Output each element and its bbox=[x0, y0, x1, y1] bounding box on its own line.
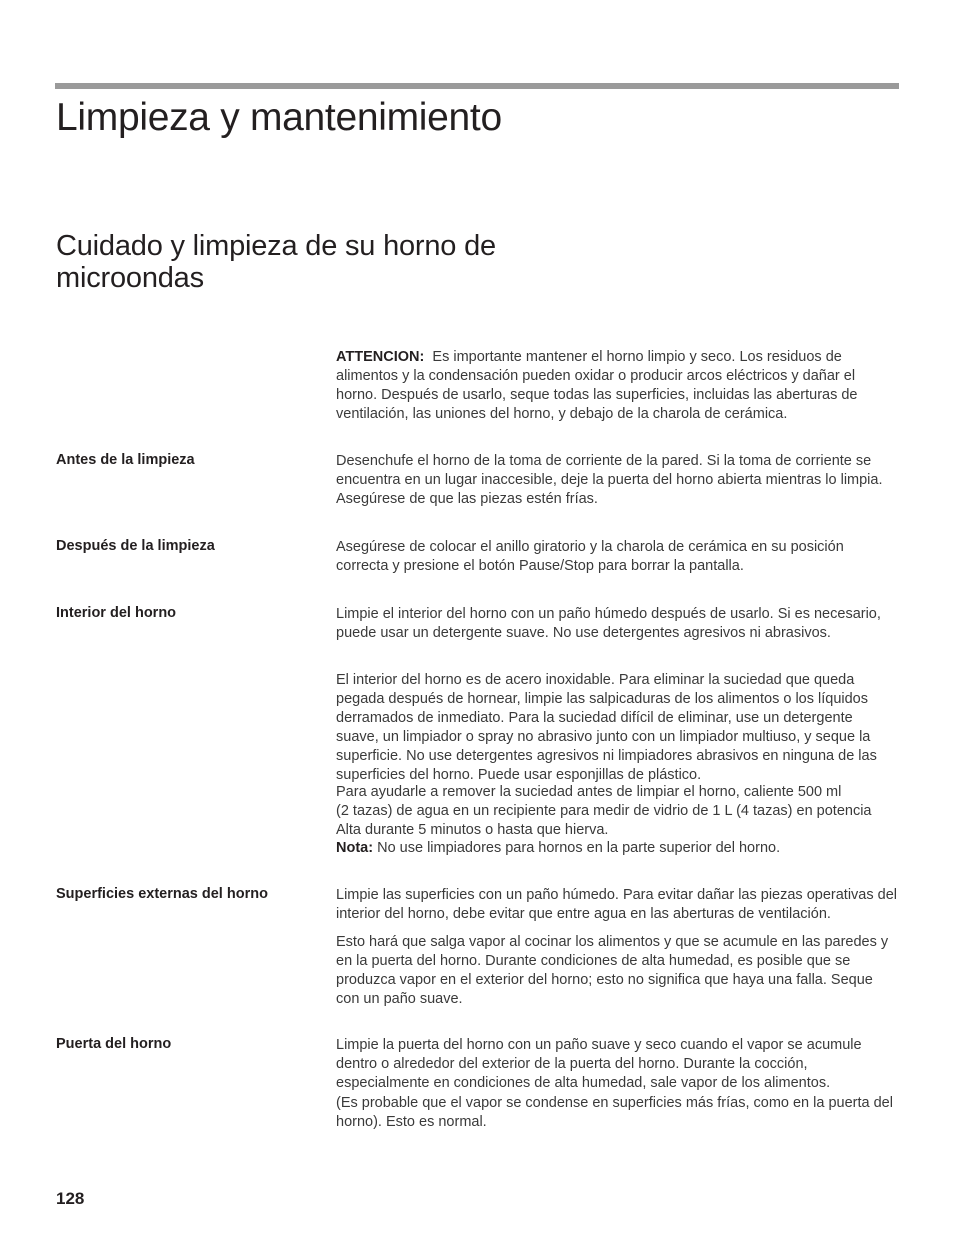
text-interior-p2: El interior del horno es de acero inoxidable. Para eliminar la suciedad que queda pegada después de hornear, limpie las salpicaduras de los alimentos o los líquidos derramados de inmediato. Para la suciedad difícil de eliminar, use un detergente suave, un limpiador o spray no abrasivo junto con un limpiador multiuso, y seque la superficie. No use detergentes agresivos ni limpiadores abrasivos en ninguna de las superficies del horno. Puede usar esponjillas de plástico. bbox=[336, 672, 877, 783]
interior-note bbox=[336, 839, 898, 858]
attention-text: Es importante mantener el horno limpio y seco. Los residuos de alimentos y la condensación pueden oxidar o producir arcos eléctricos y dañar el horno. Después de usarlo, seque todas las superficies, incluidas las aberturas de ventilación, las uniones del horno, y debajo de la charola de cerámica. bbox=[336, 349, 858, 422]
label-antes-limpieza: Antes de la limpieza bbox=[56, 452, 195, 468]
page-number: 128 bbox=[56, 1189, 85, 1208]
text-despues-limpieza: Asegúrese de colocar el anillo giratorio y la charola de cerámica en su posición correcta y presione el botón Pause/Stop para borrar la pantalla. bbox=[336, 539, 844, 574]
attention-label: ATTENCION: bbox=[336, 349, 425, 365]
text-externas-p2: Esto hará que salga vapor al cocinar los alimentos y que se acumule en las paredes y en la puerta del horno. Durante condiciones de alta humedad, es posible que se produzca vapor en el exterior del horno; esto no significa que haya una falla. Seque con un paño suave. bbox=[336, 934, 889, 1007]
attention-paragraph bbox=[336, 348, 898, 424]
text-puerta-p1: Limpie la puerta del horno con un paño suave y seco cuando el vapor se acumule dentro o alrededor del exterior de la puerta del horno. Durante la cocción, especialmente en condiciones de alta humedad, sale vapor de los alimentos. bbox=[336, 1037, 862, 1091]
label-puerta-horno: Puerta del horno bbox=[56, 1036, 172, 1052]
section-title: Cuidado y limpieza de su horno de microondas bbox=[56, 230, 496, 294]
text-interior-p3: Para ayudarle a remover la suciedad antes de limpiar el horno, caliente 500 ml bbox=[336, 784, 842, 800]
page-title: Limpieza y mantenimiento bbox=[56, 96, 502, 139]
text-externas-p1: Limpie las superficies con un paño húmedo. Para evitar dañar las piezas operativas del interior del horno, debe evitar que entre agua en las aberturas de ventilación. bbox=[336, 887, 897, 922]
label-despues-limpieza: Después de la limpieza bbox=[56, 538, 215, 554]
text-puerta-p2: (Es probable que el vapor se condense en superficies más frías, como en la puerta del horno). Esto es normal. bbox=[336, 1095, 893, 1130]
note-text: No use limpiadores para hornos en la parte superior del horno. bbox=[377, 840, 781, 856]
note-label: Nota: bbox=[336, 840, 374, 856]
top-rule bbox=[55, 83, 899, 89]
text-interior-p1: Limpie el interior del horno con un paño húmedo después de usarlo. Si es necesario, puede usar un detergente suave. No use detergentes agresivos ni abrasivos. bbox=[336, 606, 881, 641]
text-antes-limpieza: Desenchufe el horno de la toma de corriente de la pared. Si la toma de corriente se encuentra en un lugar inaccesible, deje la puerta del horno abierta mientras lo limpia. Asegúrese de que las piezas estén frías. bbox=[336, 453, 883, 507]
text-interior-p4: (2 tazas) de agua en un recipiente para medir de vidrio de 1 L (4 tazas) en potencia Alta durante 5 minutos o hasta que hierva. bbox=[336, 803, 872, 838]
label-interior-horno: Interior del horno bbox=[56, 605, 177, 621]
label-superficies-externas: Superficies externas del horno bbox=[56, 886, 268, 902]
